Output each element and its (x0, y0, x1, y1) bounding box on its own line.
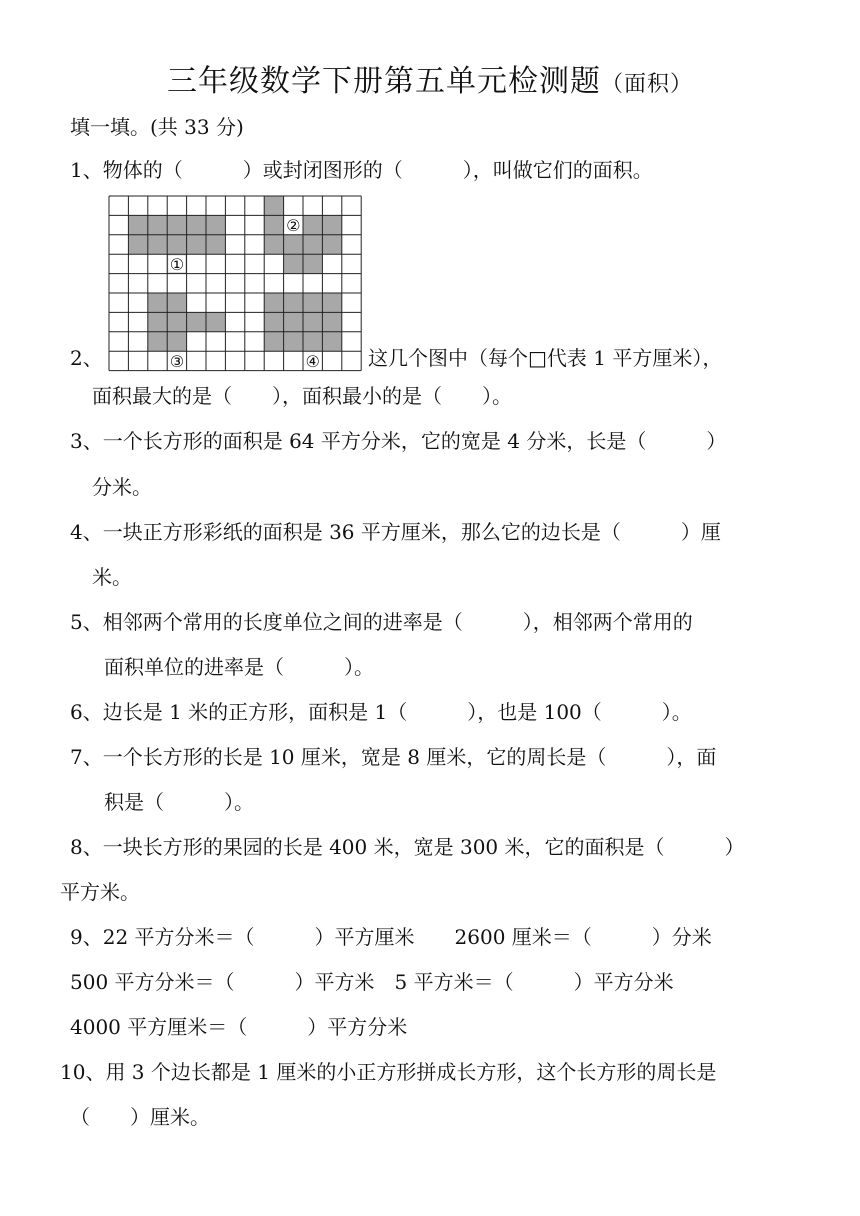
shaded-cell (167, 293, 186, 312)
question-10: 10、用 3 个边长都是 1 厘米的小正方形拼成长方形，这个长方形的周长是 (60, 1060, 717, 1084)
shaded-cell (148, 312, 167, 331)
figure-label-1: ① (169, 254, 185, 274)
shaded-cell (264, 293, 283, 312)
shaded-cell (322, 215, 341, 234)
question-5: 5、相邻两个常用的长度单位之间的进率是（ ），相邻两个常用的 (70, 610, 693, 634)
shaded-cell (264, 312, 283, 331)
question-2-number: 2、 (70, 346, 103, 370)
question-3-cont: 分米。 (92, 475, 152, 499)
question-4-cont: 米。 (92, 565, 132, 589)
question-8: 8、一块长方形的果园的长是 400 米，宽是 300 米，它的面积是（ ） (70, 835, 745, 859)
title-subtitle: （面积） (600, 72, 693, 97)
shaded-cell (167, 332, 186, 351)
shaded-cell (148, 215, 167, 234)
question-4: 4、一块正方形彩纸的面积是 36 平方厘米，那么它的边长是（ ）厘 (70, 520, 721, 544)
shaded-cell (206, 235, 225, 254)
question-2-text: 这几个图中（每个□代表 1 平方厘米）， (368, 346, 723, 370)
shaded-cell (148, 332, 167, 351)
question-8-cont: 平方米。 (60, 880, 140, 904)
figure-label-4: ④ (305, 351, 320, 371)
page-title (0, 56, 860, 100)
shaded-cell (264, 332, 283, 351)
question-9-line-3: 4000 平方厘米＝（ ）平方分米 (70, 1015, 408, 1039)
figure-label-3: ③ (169, 351, 185, 371)
shaded-cell (264, 235, 283, 254)
question-6: 6、边长是 1 米的正方形，面积是 1（ ），也是 100（ ）。 (70, 700, 692, 724)
shaded-cell (206, 312, 225, 331)
question-9-line-2: 500 平方分米＝（ ）平方米 5 平方米＝（ ）平方分米 (70, 970, 674, 994)
shaded-cell (264, 196, 283, 215)
section-heading: 填一填。(共 33 分) (70, 115, 244, 139)
question-1: 1、物体的（ ）或封闭图形的（ ），叫做它们的面积。 (70, 158, 653, 182)
shaded-cell (322, 293, 341, 312)
question-3: 3、一个长方形的面积是 64 平方分米，它的宽是 4 分米，长是（ ） (70, 429, 727, 453)
shaded-cell (187, 312, 206, 331)
shaded-cell (284, 235, 303, 254)
shaded-cell (322, 332, 341, 351)
shaded-cell (187, 235, 206, 254)
shaded-cell (167, 215, 186, 234)
question-2-text-cont: 面积最大的是（ ），面积最小的是（ ）。 (92, 384, 512, 408)
shaded-cell (303, 293, 322, 312)
shaded-cell (187, 215, 206, 234)
question-5-cont: 面积单位的进率是（ ）。 (104, 655, 374, 679)
shaded-cell (128, 215, 147, 234)
shaded-cell (284, 332, 303, 351)
shaded-cell (206, 215, 225, 234)
shaded-cell (303, 235, 322, 254)
shaded-cell (303, 312, 322, 331)
question-7-cont: 积是（ ）。 (104, 790, 254, 814)
shaded-cell (148, 235, 167, 254)
shaded-cell (284, 254, 303, 273)
question-7: 7、一个长方形的长是 10 厘米，宽是 8 厘米，它的周长是（ ），面 (70, 745, 717, 769)
shaded-cell (303, 254, 322, 273)
shaded-cell (128, 235, 147, 254)
shaded-cell (322, 235, 341, 254)
title-main: 三年级数学下册第五单元检测题 (166, 64, 601, 99)
figure-label-2: ② (286, 216, 301, 236)
shaded-cell (167, 235, 186, 254)
shaded-cell (148, 293, 167, 312)
area-grid-figure (108, 195, 364, 371)
shaded-cell (284, 312, 303, 331)
shaded-cell (303, 332, 322, 351)
shaded-cell (322, 312, 341, 331)
question-10-cont: （ ）厘米。 (70, 1105, 210, 1129)
question-9-line-1: 9、22 平方分米＝（ ）平方厘米 2600 厘米＝（ ）分米 (70, 925, 712, 949)
shaded-cell (264, 215, 283, 234)
shaded-cell (284, 293, 303, 312)
shaded-cell (167, 312, 186, 331)
shaded-cell (303, 215, 322, 234)
